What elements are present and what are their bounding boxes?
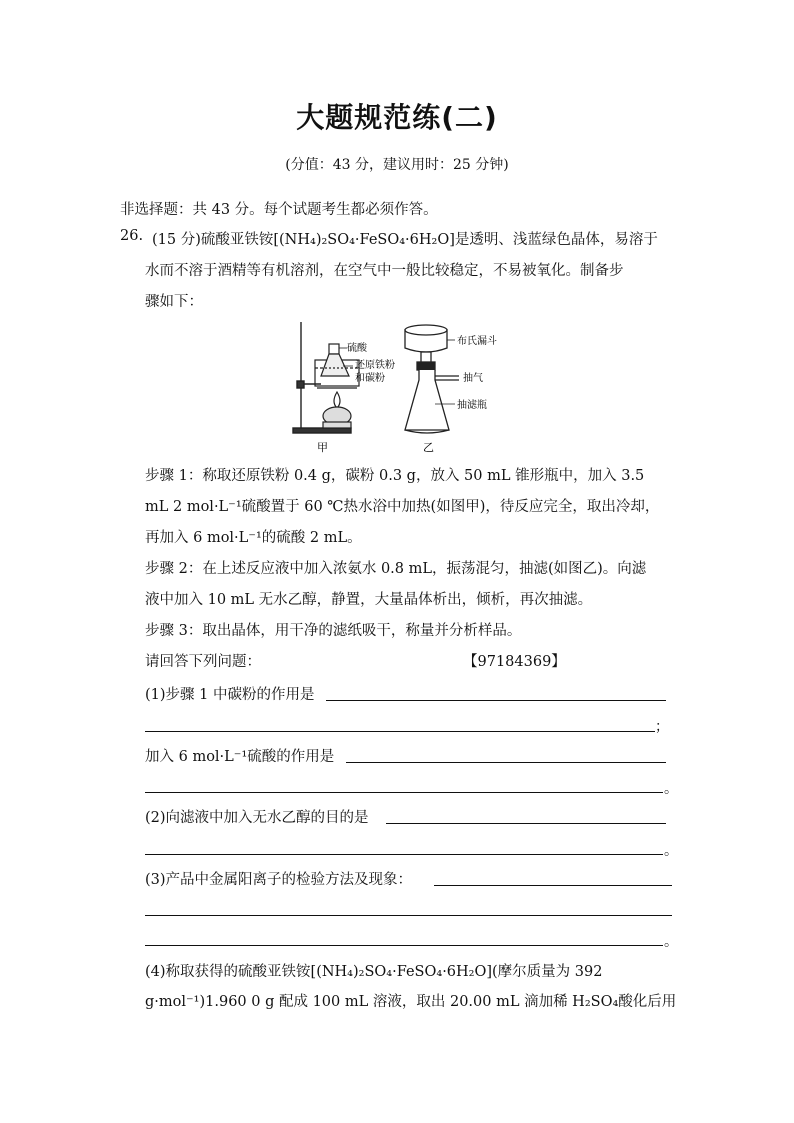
buchner-funnel <box>405 325 447 370</box>
answer-line[interactable] <box>386 823 666 824</box>
q1-text: (1)步骤 1 中碳粉的作用是 <box>145 687 315 703</box>
answer-line[interactable] <box>145 731 655 732</box>
step1-line3: 再加入 6 mol·L⁻¹的硫酸 2 mL。 <box>145 530 362 546</box>
step2-line1: 步骤 2：在上述反应液中加入浓氨水 0.8 mL，振荡混匀，抽滤(如图乙)。向滤 <box>145 561 647 577</box>
question-number: 26. <box>120 228 144 244</box>
step1-line2: mL 2 mol·L⁻¹硫酸置于 60 ℃热水浴中加热(如图甲)，待反应完全，取出冷却， <box>145 499 660 515</box>
question-code: 【97184369】 <box>463 654 566 670</box>
q1-end-mark: ； <box>655 719 669 735</box>
answer-line[interactable] <box>434 885 672 886</box>
q4-line1: (4)称取获得的硫酸亚铁铵[(NH₄)₂SO₄·FeSO₄·6H₂O](摩尔质量为 392 <box>145 964 603 980</box>
label-iron-1: 还原铁粉 <box>355 360 395 371</box>
label-funnel: 布氏漏斗 <box>457 336 497 347</box>
page-subtitle: (分值：43 分，建议用时：25 分钟) <box>285 157 509 173</box>
question-text-line1: (15 分)硫酸亚铁铵[(NH₄)₂SO₄·FeSO₄·6H₂O]是透明、浅蓝绿色晶体，易溶于 <box>152 232 658 248</box>
answer-line[interactable] <box>326 700 666 701</box>
answer-line[interactable] <box>145 945 663 946</box>
label-suction: 抽气 <box>463 373 483 384</box>
step2-line2: 液中加入 10 mL 无水乙醇，静置，大量晶体析出，倾析，再次抽滤。 <box>145 592 593 608</box>
answer-line[interactable] <box>346 762 666 763</box>
q1b-text: 加入 6 mol·L⁻¹硫酸的作用是 <box>145 749 335 765</box>
answer-line[interactable] <box>145 915 672 916</box>
question-text-line2: 水而不溶于酒精等有机溶剂，在空气中一般比较稳定，不易被氧化。制备步 <box>145 263 624 279</box>
question-text-line3: 骤如下： <box>145 294 203 310</box>
answer-line[interactable] <box>145 792 663 793</box>
intro-text: 非选择题：共 43 分。每个试题考生都必须作答。 <box>120 202 438 218</box>
step3-line1: 步骤 3：取出晶体，用干净的滤纸吸干，称量并分析样品。 <box>145 623 522 639</box>
suction-flask <box>405 370 459 433</box>
label-iron-2: 和碳粉 <box>355 373 385 384</box>
label-flask: 抽滤瓶 <box>457 400 487 411</box>
q2-end-mark: 。 <box>664 843 678 859</box>
prompt-text: 请回答下列问题： <box>145 654 261 670</box>
q1b-end-mark: 。 <box>664 781 678 797</box>
page-title: 大题规范练(二) <box>296 101 498 134</box>
label-sulfuric: 硫酸 <box>347 343 367 354</box>
step1-line1: 步骤 1：称取还原铁粉 0.4 g，碳粉 0.3 g，放入 50 mL 锥形瓶中，加入 3.5 <box>145 468 645 484</box>
q2-text: (2)向滤液中加入无水乙醇的目的是 <box>145 810 369 826</box>
label-yi: 乙 <box>423 441 434 454</box>
apparatus-figure <box>287 318 529 460</box>
burner <box>317 388 357 428</box>
q4-line2: g·mol⁻¹)1.960 0 g 配成 100 mL 溶液，取出 20.00 mL 滴加稀 H₂SO₄酸化后用 <box>145 994 677 1010</box>
label-jia: 甲 <box>317 441 328 454</box>
answer-line[interactable] <box>145 854 663 855</box>
q3-end-mark: 。 <box>664 934 678 950</box>
q3-text: (3)产品中金属阳离子的检验方法及现象： <box>145 872 413 888</box>
